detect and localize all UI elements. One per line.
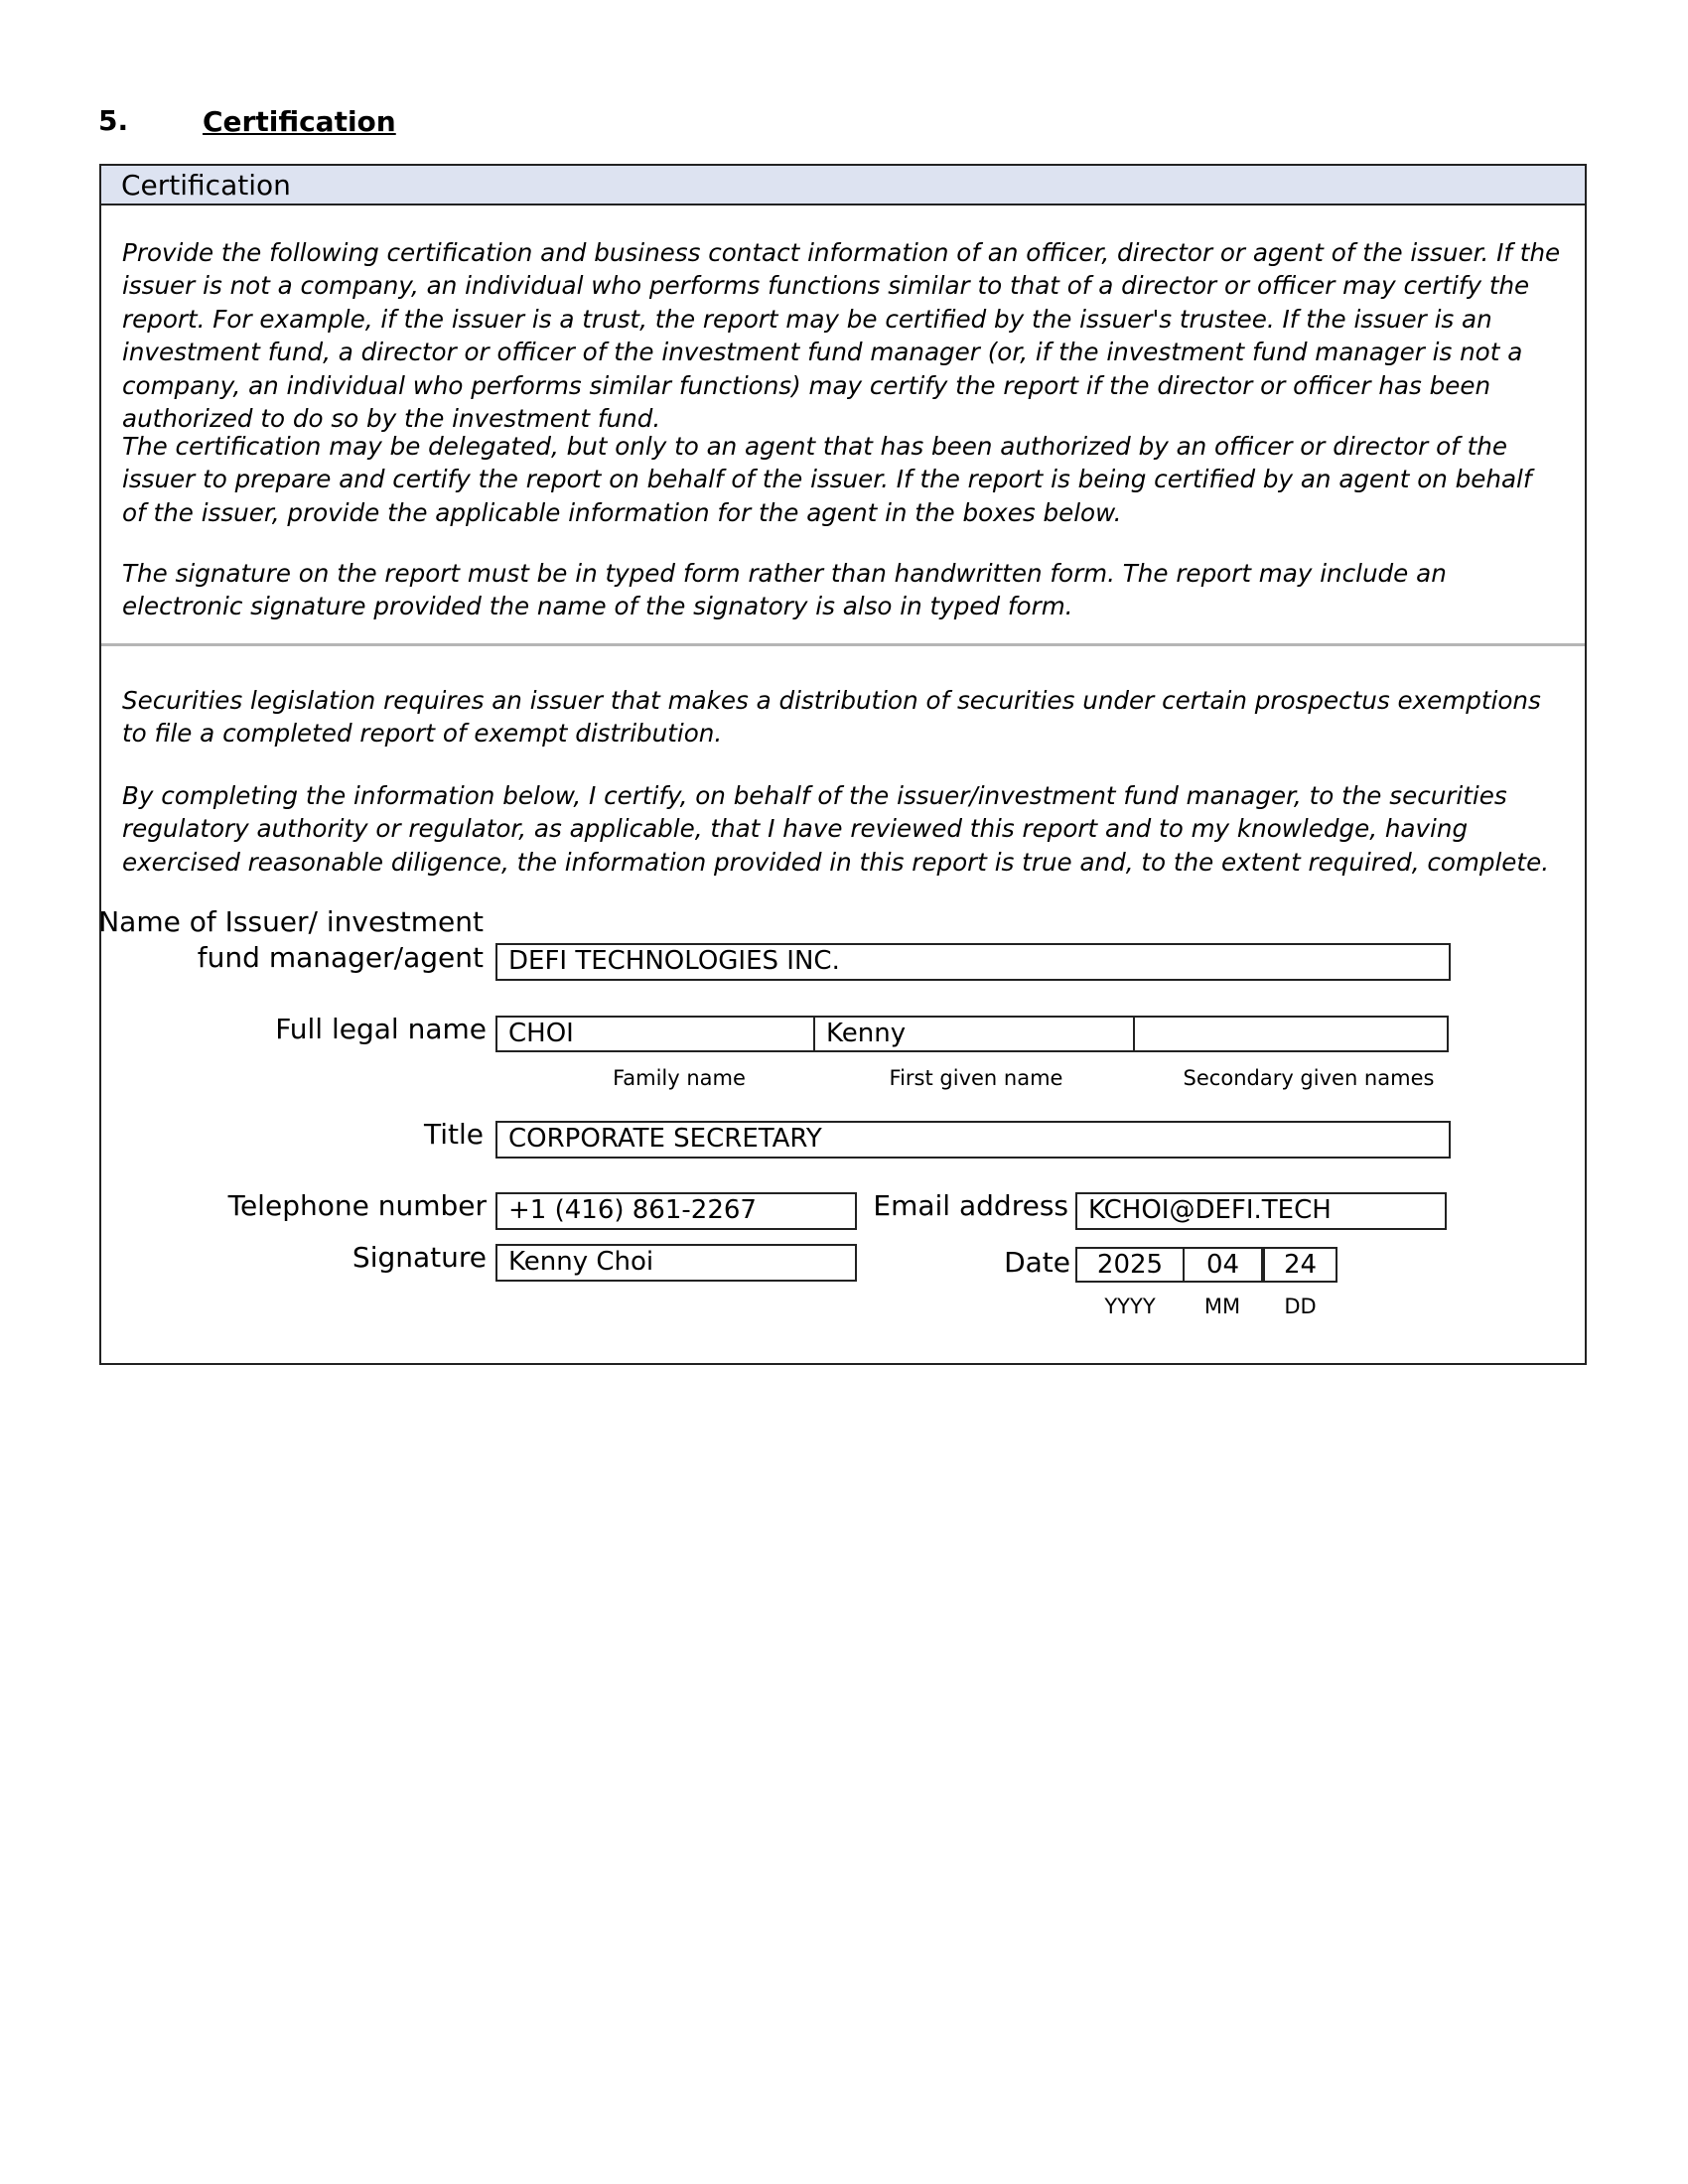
section-divider [101,643,1585,646]
section-title: Certification [203,105,396,138]
family-name-field[interactable]: CHOI [508,1019,574,1048]
section-number: 5. [98,104,129,137]
instruction-paragraph-2: The certification may be delegated, but only to an agent that has been authorized by an officer or director of the issuer to prepare and certify the report on behalf of the issuer. If the report is being certified by an agent on behalf of the issuer, provide the applicable information for the agent in the boxes below. [122,432,1532,527]
date-year-field[interactable]: 2025 [1075,1247,1185,1283]
date-month-field[interactable]: 04 [1183,1247,1263,1283]
telephone-field[interactable]: +1 (416) 861-2267 [495,1192,857,1230]
date-day-field[interactable]: 24 [1263,1247,1337,1283]
family-name-caption: Family name [613,1066,746,1090]
certification-box-title: Certification [121,169,291,202]
secondary-given-names-field[interactable] [1133,1018,1447,1050]
date-label: Date [1004,1246,1070,1279]
issuer-label-line1: Name of Issuer/ investment [98,905,484,938]
date-day-caption: DD [1284,1295,1317,1318]
title-field[interactable]: CORPORATE SECRETARY [495,1121,1451,1159]
first-given-name-caption: First given name [889,1066,1063,1090]
full-legal-name-field [495,1016,1449,1052]
date-month-caption: MM [1203,1295,1241,1318]
signature-label: Signature [352,1241,487,1274]
instruction-paragraph-3: The signature on the report must be in typed form rather than handwritten form. The report may include an electronic signature provided the name of the signatory is also in typed form. [122,559,1447,621]
title-label: Title [423,1118,484,1151]
date-year-caption: YYYY [1104,1295,1156,1318]
certification-box-header [101,166,1585,205]
full-legal-name-label: Full legal name [275,1013,487,1045]
certify-paragraph: By completing the information below, I certify, on behalf of the issuer/investment fund manager, to the securities regulatory authority or regulator, as applicable, that I have reviewed this report and to my knowledge, having exercised reasonable diligence, the information provided in this report is true and, to the extent required, complete. [122,781,1550,877]
instruction-paragraph-1: Provide the following certification and business contact information of an officer, director or agent of the issuer. If the issuer is not a company, an individual who performs functions similar to that of a director or officer may certify the report. For example, if the issuer is a trust, the report may be certified by the issuer's trustee. If the issuer is an investment fund, a director or officer of the investment fund manager (or, if the investment fund manager is not a company, an individual who performs similar functions) may certify the report if the director or officer has been authorized to do so by the investment fund. [122,238,1561,434]
first-given-name-field[interactable]: Kenny [813,1018,1133,1050]
telephone-label: Telephone number [227,1189,487,1222]
secondary-given-names-caption: Secondary given names [1183,1066,1435,1090]
issuer-name-field[interactable]: DEFI TECHNOLOGIES INC. [495,943,1451,981]
signature-field[interactable]: Kenny Choi [495,1244,857,1282]
legislation-paragraph: Securities legislation requires an issuer that makes a distribution of securities under certain prospectus exemptions to file a completed report of exempt distribution. [122,686,1541,749]
email-field[interactable]: KCHOI@DEFI.TECH [1075,1192,1447,1230]
issuer-label-line2: fund manager/agent [197,941,484,974]
email-label: Email address [873,1189,1068,1222]
